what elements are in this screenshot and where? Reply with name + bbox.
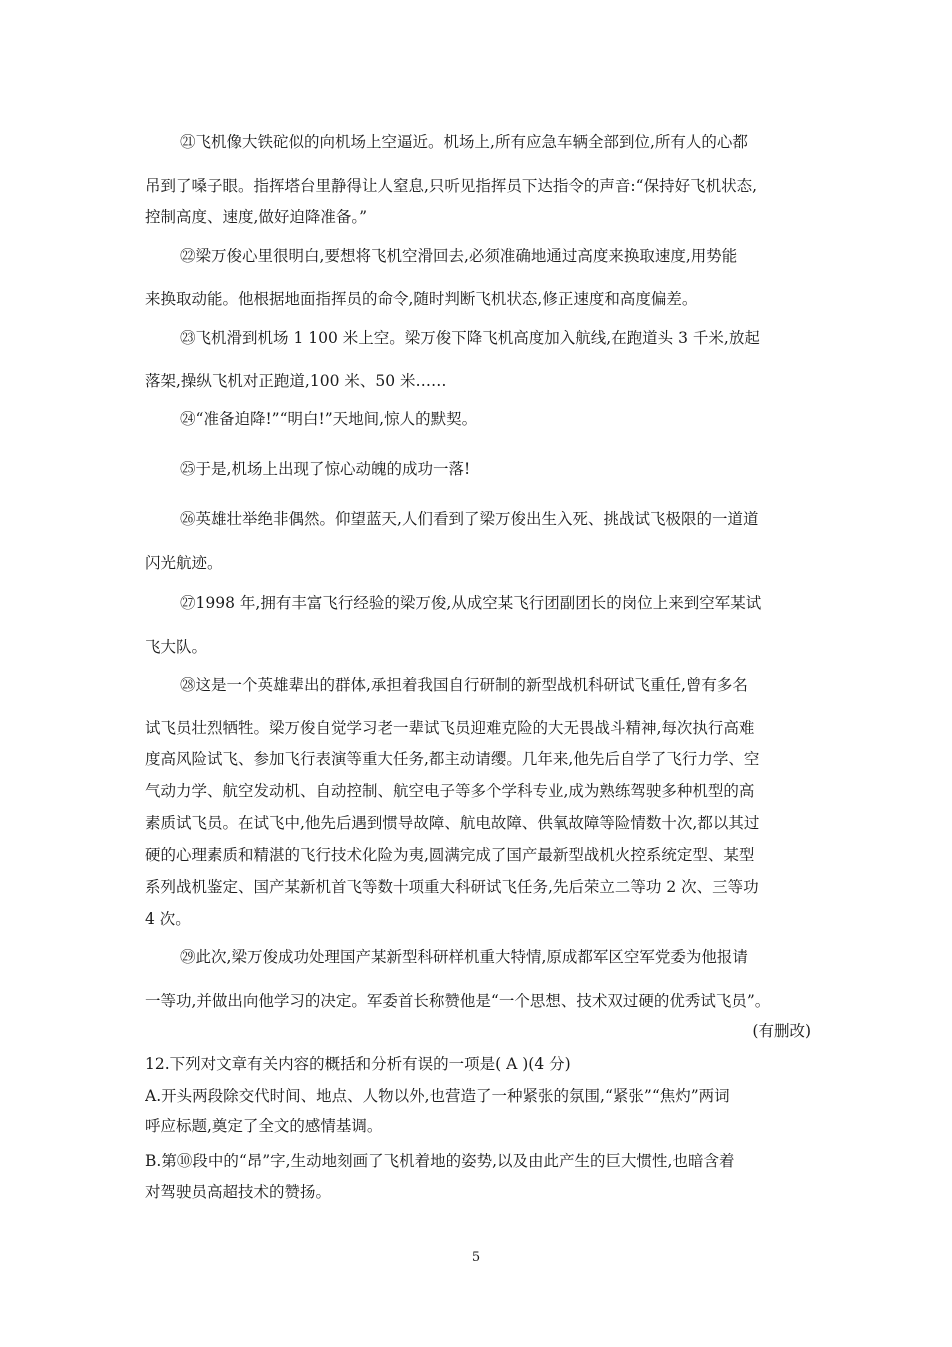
question-stem: 12.下列对文章有关内容的概括和分析有误的一项是( A )(4 分) [145,1055,571,1073]
paragraph-28-line-4: 气动力学、航空发动机、自动控制、航空电子等多个学科专业,成为熟练驾驶多种机型的高 [145,782,755,800]
paragraph-22-line-2: 来换取动能。他根据地面指挥员的命令,随时判断飞机状态,修正速度和高度偏差。 [145,290,698,308]
page-number: 5 [471,1250,481,1265]
option-a-line-1: A.开头两段除交代时间、地点、人物以外,也营造了一种紧张的氛围,“紧张”“焦灼”两词 [145,1087,730,1105]
paragraph-28-line-5: 素质试飞员。在试飞中,他先后遇到惯导故障、航电故障、供氧故障等险情数十次,都以其过 [145,814,760,832]
paragraph-number: ㉒ [180,247,196,265]
paragraph-29-line-2: 一等功,并做出向他学习的决定。军委首长称赞他是“一个思想、技术双过硬的优秀试飞员”。 [145,992,771,1010]
paragraph-25-line-1: ㉕于是,机场上出现了惊心动魄的成功一落! [180,460,471,478]
paragraph-21-line-2: 吊到了嗓子眼。指挥塔台里静得让人窒息,只听见指挥员下达指令的声音:“保持好飞机状态, [145,177,758,195]
paragraph-21-line-3: 控制高度、速度,做好迫降准备。” [145,208,368,226]
paragraph-23-line-1: ㉓飞机滑到机场 1 100 米上空。梁万俊下降飞机高度加入航线,在跑道头 3 千米,放起 [180,329,760,347]
paragraph-28-line-7: 系列战机鉴定、国产某新机首飞等数十项重大科研试飞任务,先后荣立二等功 2 次、三等功 [145,878,759,896]
paragraph-number: ㉑ [180,133,196,151]
paragraph-28-line-8: 4 次。 [145,910,191,928]
paragraph-23-line-2: 落架,操纵飞机对正跑道,100 米、50 米…… [145,372,447,390]
paragraph-22-line-1: ㉒梁万俊心里很明白,要想将飞机空滑回去,必须准确地通过高度来换取速度,用势能 [180,247,738,265]
paragraph-26-line-2: 闪光航迹。 [145,554,223,572]
paragraph-number: ㉕ [180,460,196,478]
option-a-line-2: 呼应标题,奠定了全文的感情基调。 [145,1117,383,1135]
option-b-line-2: 对驾驶员高超技术的赞扬。 [145,1183,332,1201]
paragraph-number: ㉘ [180,676,196,694]
paragraph-28-line-3: 度高风险试飞、参加飞行表演等重大任务,都主动请缨。几年来,他先后自学了飞行力学、空 [145,750,760,768]
paragraph-number: ㉙ [180,948,196,966]
paragraph-26-line-1: ㉖英雄壮举绝非偶然。仰望蓝天,人们看到了梁万俊出生入死、挑战试飞极限的一道道 [180,510,759,528]
paragraph-number: ㉖ [180,510,196,528]
paragraph-28-line-2: 试飞员壮烈牺牲。梁万俊自觉学习老一辈试飞员迎难克险的大无畏战斗精神,每次执行高难 [145,719,755,737]
source-note: (有删改) [752,1022,811,1040]
paragraph-27-line-2: 飞大队。 [145,638,208,656]
paragraph-21-line-1: ㉑飞机像大铁砣似的向机场上空逼近。机场上,所有应急车辆全部到位,所有人的心都 [180,133,748,151]
option-b-line-1: B.第⑩段中的“昂”字,生动地刻画了飞机着地的姿势,以及由此产生的巨大惯性,也暗含着 [145,1152,735,1170]
paragraph-27-line-1: ㉗1998 年,拥有丰富飞行经验的梁万俊,从成空某飞行团副团长的岗位上来到空军某试 [180,594,762,612]
paragraph-number: ㉗ [180,594,196,612]
paragraph-number: ㉔ [180,410,196,428]
paragraph-28-line-1: ㉘这是一个英雄辈出的群体,承担着我国自行研制的新型战机科研试飞重任,曾有多名 [180,676,748,694]
paragraph-24-line-1: ㉔“准备迫降!”“明白!”天地间,惊人的默契。 [180,410,478,428]
paragraph-29-line-1: ㉙此次,梁万俊成功处理国产某新型科研样机重大特情,原成都军区空军党委为他报请 [180,948,748,966]
paragraph-28-line-6: 硬的心理素质和精湛的飞行技术化险为夷,圆满完成了国产最新型战机火控系统定型、某型 [145,846,755,864]
paragraph-number: ㉓ [180,329,196,347]
